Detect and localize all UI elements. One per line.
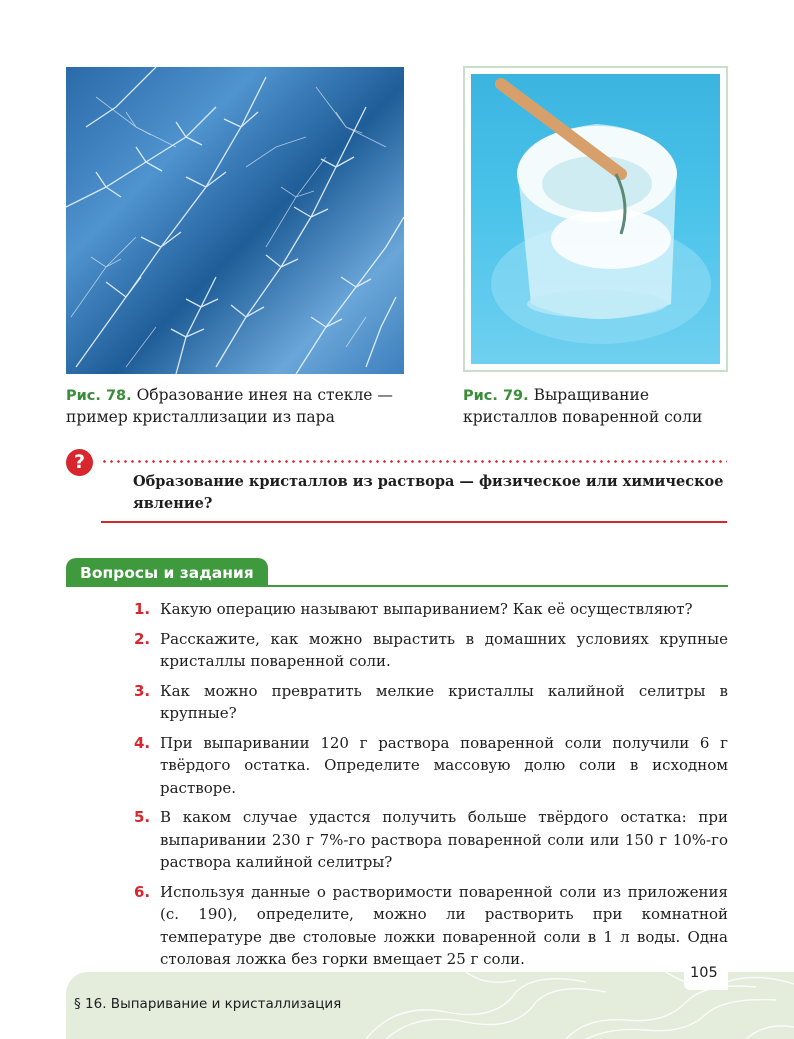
figure-78-caption: [66, 385, 416, 428]
task-number: 4.: [134, 733, 151, 752]
section-title: Вопросы и задания: [66, 558, 268, 587]
task-text: Как можно превратить мелкие кристаллы калийной селитры в крупные?: [160, 681, 728, 722]
list-item: [134, 806, 728, 874]
task-number: 1.: [134, 600, 151, 618]
task-text: В каком случае удастся получить больше твёрдого остатка: при выпаривании 230 г 7%-го раствора поваренной соли или 150 г 10%-го раствора калийной селитры?: [160, 808, 728, 871]
task-text: При выпаривании 120 г раствора поваренной соли получили 6 г твёрдого остатка. Определите массовую долю соли в исходном растворе.: [160, 733, 728, 797]
task-text: Используя данные о растворимости поваренной соли из приложения (с. 190), определите, можно ли растворить при комнатной температуре две столовые ложки поваренной соли в 1 л воды. Одна столовая ложка без горки вмещает 25 г соли.: [160, 882, 728, 968]
question-mark-icon: ?: [66, 449, 93, 476]
question-bottom-rule: [101, 521, 727, 523]
task-list: [134, 598, 728, 978]
task-text: Расскажите, как можно вырастить в домашних условиях крупные кристаллы поваренной соли.: [160, 629, 728, 670]
page-number: 105: [690, 965, 718, 981]
figure-79-caption: [463, 385, 743, 428]
salt-photo: [471, 74, 720, 364]
section-rule: [66, 585, 728, 587]
task-number: 6.: [134, 882, 151, 901]
task-number: 2.: [134, 629, 151, 648]
list-item: [134, 680, 728, 725]
figure-78-caption-text: Образование инея на стекле — пример кристаллизации из пара: [66, 386, 393, 426]
task-number: 5.: [134, 808, 151, 826]
list-item: [134, 628, 728, 673]
list-item: [134, 598, 728, 621]
dotted-divider: [101, 460, 727, 463]
task-number: 3.: [134, 681, 151, 700]
list-item: [134, 881, 728, 971]
figure-79-number: Рис. 79.: [463, 388, 529, 404]
figure-79-caption-text: Выращивание кристаллов поваренной соли: [463, 386, 703, 426]
footer-section-title: § 16. Выпаривание и кристаллизация: [74, 996, 342, 1012]
task-text: Какую операцию называют выпариванием? Как её осуществляют?: [160, 600, 693, 618]
question-text: Образование кристаллов из раствора — физическое или химическое явление?: [133, 473, 724, 512]
list-item: [134, 732, 728, 800]
frost-photo: [66, 67, 404, 374]
figure-78-number: Рис. 78.: [66, 388, 132, 404]
salt-photo-frame: [463, 66, 728, 372]
